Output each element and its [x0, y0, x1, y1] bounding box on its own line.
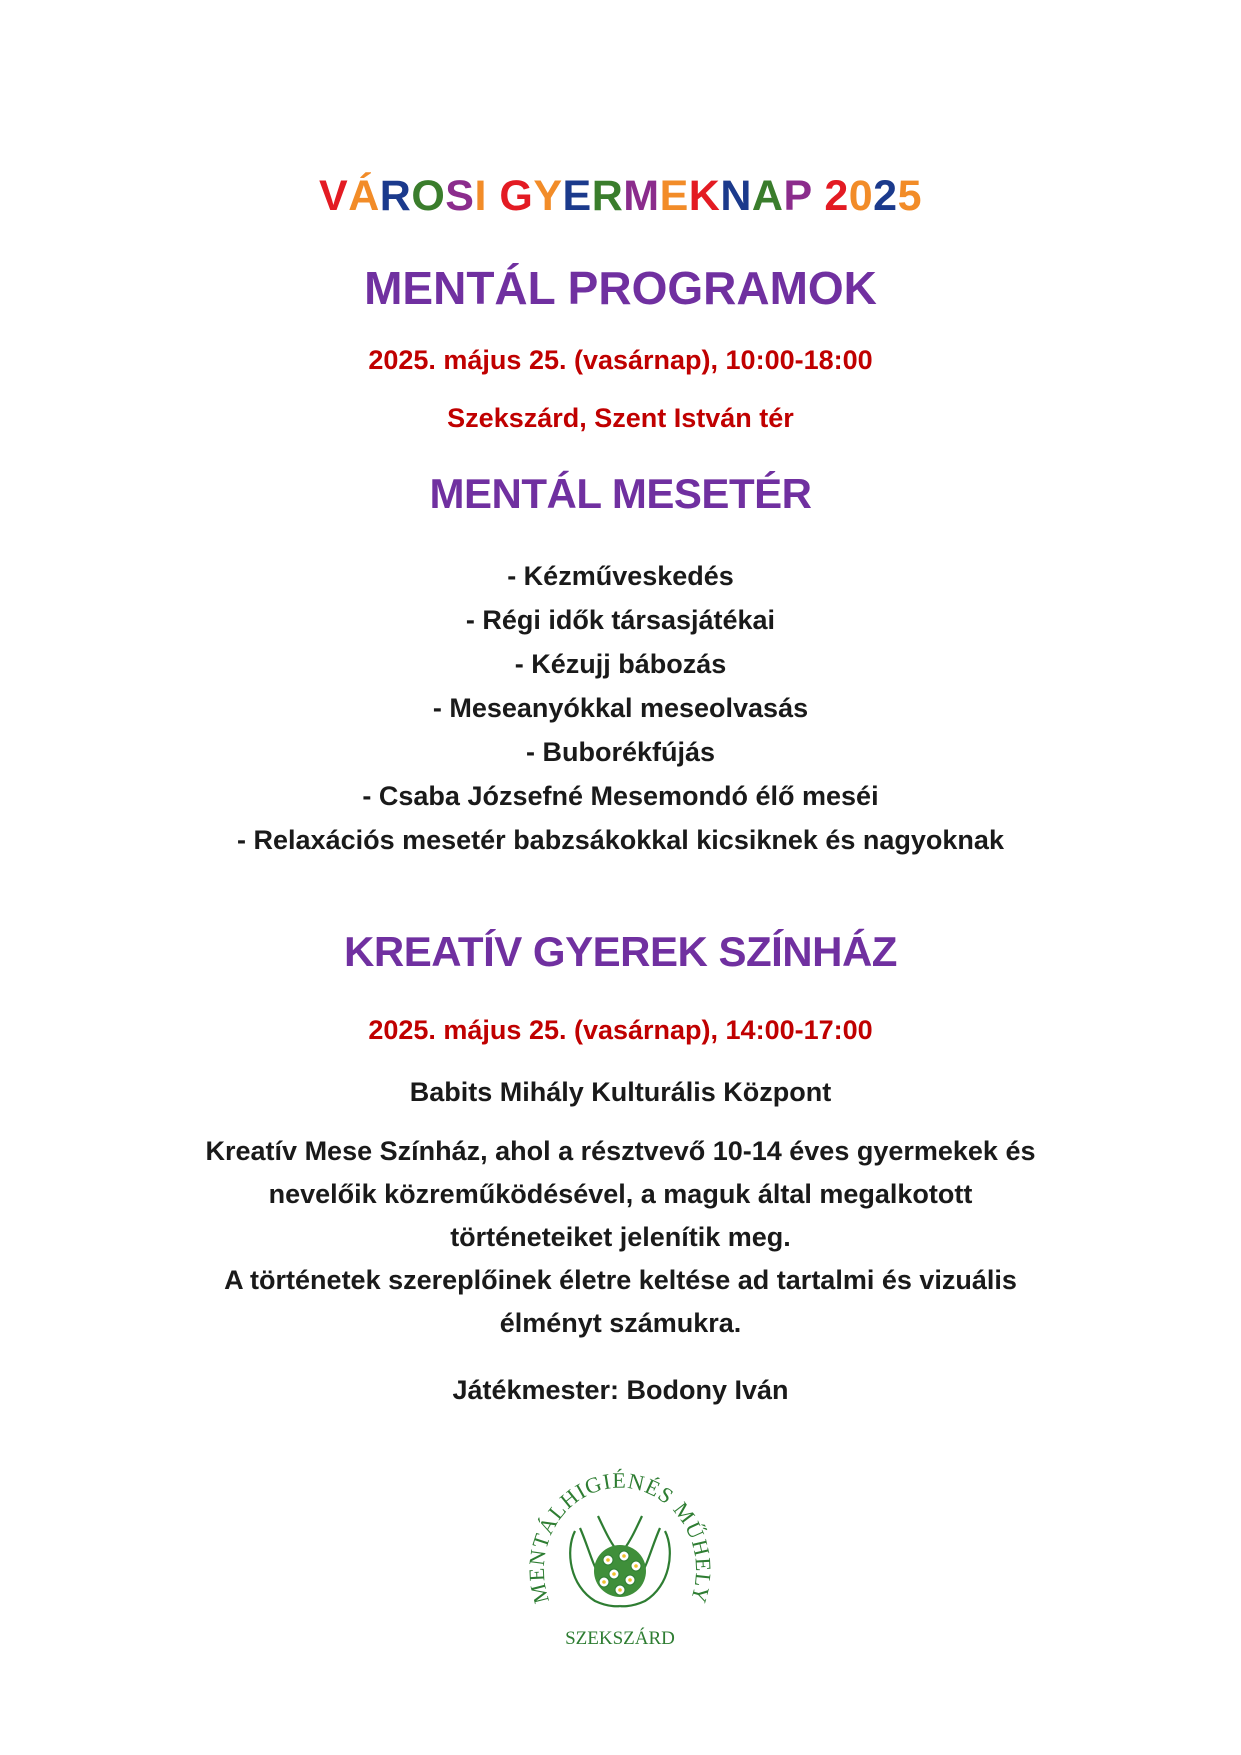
game-master: Játékmester: Bodony Iván [452, 1375, 789, 1405]
heading-mental-programs: MENTÁL PROGRAMOK [364, 262, 877, 314]
title-letter: K [688, 172, 721, 220]
event-title [0, 168, 1241, 224]
list-item: - Relaxációs mesetér babzsákokkal kicsiknek és nagyoknak [237, 825, 1004, 855]
title-letter: N [720, 172, 752, 220]
description-line: történeteiket jelenítik meg. [450, 1222, 791, 1252]
heading-mental-meseter: MENTÁL MESETÉR [429, 470, 812, 517]
heading-creative-theatre: KREATÍV GYEREK SZÍNHÁZ [344, 928, 897, 975]
mentalhygiene-workshop-logo [520, 1436, 720, 1656]
logo-city-text: SZEKSZÁRD [565, 1628, 675, 1649]
title-letter: 5 [897, 172, 922, 220]
title-letter: 0 [848, 172, 874, 220]
title-letter: I [474, 172, 487, 220]
list-item: - Kézujj bábozás [514, 649, 727, 679]
title-letter [487, 172, 499, 220]
title-letter: S [445, 172, 475, 220]
description-line: Kreatív Mese Színház, ahol a résztvevő 10-14 éves gyermekek és [205, 1136, 1036, 1166]
title-letter: Y [533, 172, 563, 220]
title-letter: V [319, 172, 349, 220]
list-item: - Buborékfújás [525, 737, 716, 767]
title-letter: E [659, 172, 689, 220]
title-letter: R [379, 172, 412, 220]
title-letter [812, 172, 824, 220]
list-item: - Régi idők társasjátékai [465, 605, 776, 635]
flower-tree-icon [594, 1545, 646, 1597]
event1-place: Szekszárd, Szent István tér [447, 403, 794, 433]
title-letter: 2 [824, 172, 849, 220]
description-line: élményt számukra. [499, 1308, 742, 1338]
title-letter: 2 [873, 172, 898, 220]
title-letter: G [499, 172, 534, 220]
title-letter: E [562, 172, 592, 220]
title-letter: A [751, 172, 784, 220]
description-line: A történetek szereplőinek életre keltése ad tartalmi és vizuális [224, 1265, 1017, 1295]
logo-arc-text: MENTÁLHIGIÉNÉS MŰHELY [523, 1467, 717, 1607]
list-item: - Kézműveskedés [507, 561, 734, 591]
title-letter: O [411, 172, 446, 220]
event2-venue: Babits Mihály Kulturális Központ [409, 1077, 832, 1107]
title-letter: P [783, 172, 812, 220]
title-letter: M [623, 172, 660, 220]
activity-list [0, 554, 1241, 862]
list-item: - Csaba Józsefné Mesemondó élő meséi [362, 781, 879, 811]
title-letter: R [591, 172, 624, 220]
event2-description [0, 1130, 1241, 1345]
event2-date: 2025. május 25. (vasárnap), 14:00-17:00 [368, 1015, 873, 1045]
description-line: nevelőik közreműködésével, a maguk által megalkotott [268, 1179, 973, 1209]
event1-date: 2025. május 25. (vasárnap), 10:00-18:00 [368, 345, 873, 375]
title-letter: Á [348, 172, 380, 220]
list-item: - Meseanyókkal meseolvasás [432, 693, 809, 723]
